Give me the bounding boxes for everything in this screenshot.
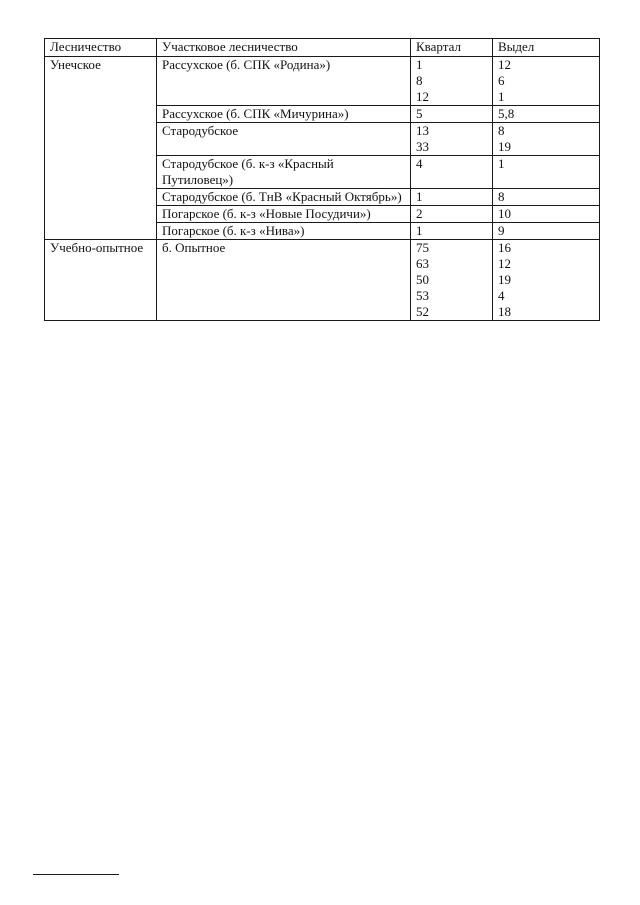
quarter-value: 33 [416, 139, 429, 154]
district-cell: Погарское (б. к-з «Нива») [157, 223, 411, 240]
plot-value: 16 [498, 240, 511, 255]
district-cell: Рассухское (б. СПК «Родина») [157, 57, 411, 106]
quarter-value: 75 [416, 240, 429, 255]
quarter-value: 52 [416, 304, 429, 319]
district-cell: Рассухское (б. СПК «Мичурина») [157, 106, 411, 123]
quarter-cell [411, 123, 493, 156]
plot-value: 9 [498, 223, 505, 238]
plot-value: 6 [498, 73, 505, 88]
district-cell: Стародубское (б. ТнВ «Красный Октябрь») [157, 189, 411, 206]
quarter-cell [411, 156, 493, 189]
plot-cell [493, 189, 600, 206]
plot-value: 8 [498, 123, 505, 138]
plot-value: 1 [498, 156, 505, 171]
quarter-value: 63 [416, 256, 429, 271]
district-cell: Стародубское (б. к-з «Красный Путиловец») [157, 156, 411, 189]
district-cell: Стародубское [157, 123, 411, 156]
plot-cell [493, 156, 600, 189]
plot-value: 4 [498, 288, 505, 303]
quarter-value: 53 [416, 288, 429, 303]
quarter-value: 2 [416, 206, 423, 221]
plot-cell [493, 223, 600, 240]
quarter-value: 8 [416, 73, 423, 88]
plot-value: 12 [498, 256, 511, 271]
district-cell: Погарское (б. к-з «Новые Посудичи») [157, 206, 411, 223]
district-cell: б. Опытное [157, 240, 411, 321]
quarter-cell [411, 223, 493, 240]
quarter-value: 1 [416, 57, 423, 72]
plot-cell [493, 240, 600, 321]
plot-cell [493, 123, 600, 156]
quarter-value: 13 [416, 123, 429, 138]
quarter-cell [411, 57, 493, 106]
plot-cell [493, 106, 600, 123]
forestry-cell: Унечское [45, 57, 157, 240]
quarter-value: 5 [416, 106, 423, 121]
plot-value: 18 [498, 304, 511, 319]
forestry-table [44, 38, 600, 321]
table-row [45, 240, 600, 321]
header-forestry: Лесничество [45, 39, 157, 57]
plot-cell [493, 206, 600, 223]
quarter-cell [411, 189, 493, 206]
footnote-separator [33, 874, 119, 875]
plot-value: 19 [498, 139, 511, 154]
quarter-value: 4 [416, 156, 423, 171]
header-district: Участковое лесничество [157, 39, 411, 57]
table-body [45, 57, 600, 321]
plot-value: 5,8 [498, 106, 515, 121]
plot-value: 19 [498, 272, 511, 287]
plot-value: 1 [498, 89, 505, 104]
quarter-value: 50 [416, 272, 429, 287]
plot-value: 10 [498, 206, 511, 221]
table-row [45, 57, 600, 106]
header-plot: Выдел [493, 39, 600, 57]
quarter-value: 12 [416, 89, 429, 104]
quarter-cell [411, 240, 493, 321]
plot-value: 12 [498, 57, 511, 72]
quarter-cell [411, 206, 493, 223]
quarter-value: 1 [416, 189, 423, 204]
forestry-cell: Учебно-опытное [45, 240, 157, 321]
quarter-cell [411, 106, 493, 123]
quarter-value: 1 [416, 223, 423, 238]
header-quarter: Квартал [411, 39, 493, 57]
plot-cell [493, 57, 600, 106]
plot-value: 8 [498, 189, 505, 204]
table-header-row [45, 39, 600, 57]
